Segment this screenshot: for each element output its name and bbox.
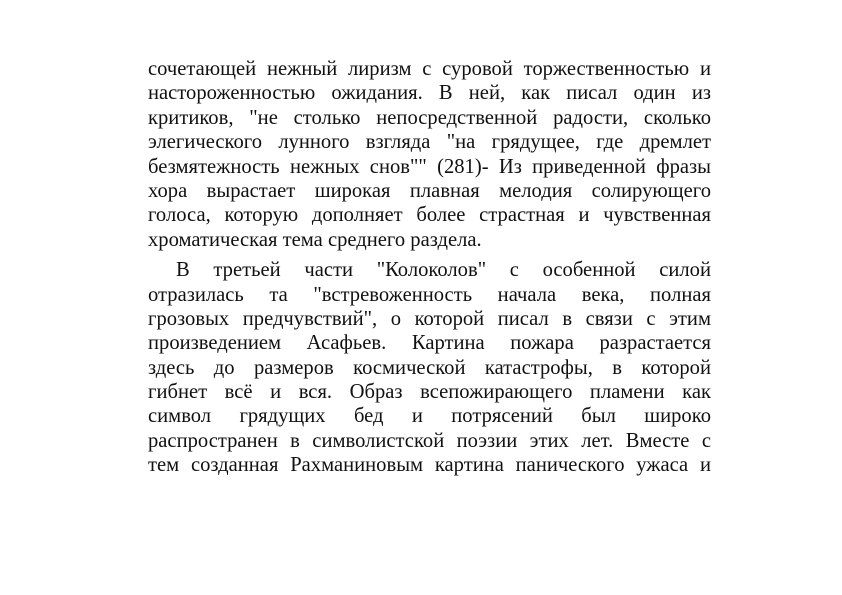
text-line: элегического лунного взгляда "на грядущее, где дремлет	[148, 131, 711, 154]
text-line: здесь до размеров космической катастрофы, в которой	[148, 356, 711, 379]
paragraph-1	[148, 57, 711, 252]
text-line: хроматическая тема среднего раздела.	[148, 228, 482, 251]
text-line: тем созданная Рахманиновым картина панического ужаса и	[148, 454, 711, 477]
text-line: распространен в символистской поэзии этих лет. Вместе с	[148, 429, 711, 452]
text-line: голоса, которую дополняет более страстная и чувственная	[148, 204, 711, 227]
text-line: настороженностью ожидания. В ней, как писал один из	[148, 82, 711, 105]
paragraph-2	[148, 258, 711, 478]
text-line: символ грядущих бед и потрясений был широко	[148, 405, 711, 428]
text-line: грозовых предчувствий", о которой писал в связи с этим	[148, 307, 711, 330]
text-line: хора вырастает широкая плавная мелодия солирующего	[148, 179, 711, 202]
text-line: отразилась та "встревоженность начала века, полная	[148, 283, 711, 306]
text-line: произведением Асафьев. Картина пожара разрастается	[148, 332, 711, 355]
text-line: сочетающей нежный лиризм с суровой торжественностью и	[148, 58, 711, 80]
text-line: В третьей части "Колоколов" с особенной силой	[176, 259, 711, 282]
text-line: безмятежность нежных снов"" (281)- Из приведенной фразы	[148, 155, 711, 178]
text-line: гибнет всё и вся. Образ всепожирающего пламени как	[148, 381, 711, 404]
text-line: критиков, "не столько непосредственной радости, сколько	[148, 106, 711, 129]
body-text	[148, 57, 711, 478]
